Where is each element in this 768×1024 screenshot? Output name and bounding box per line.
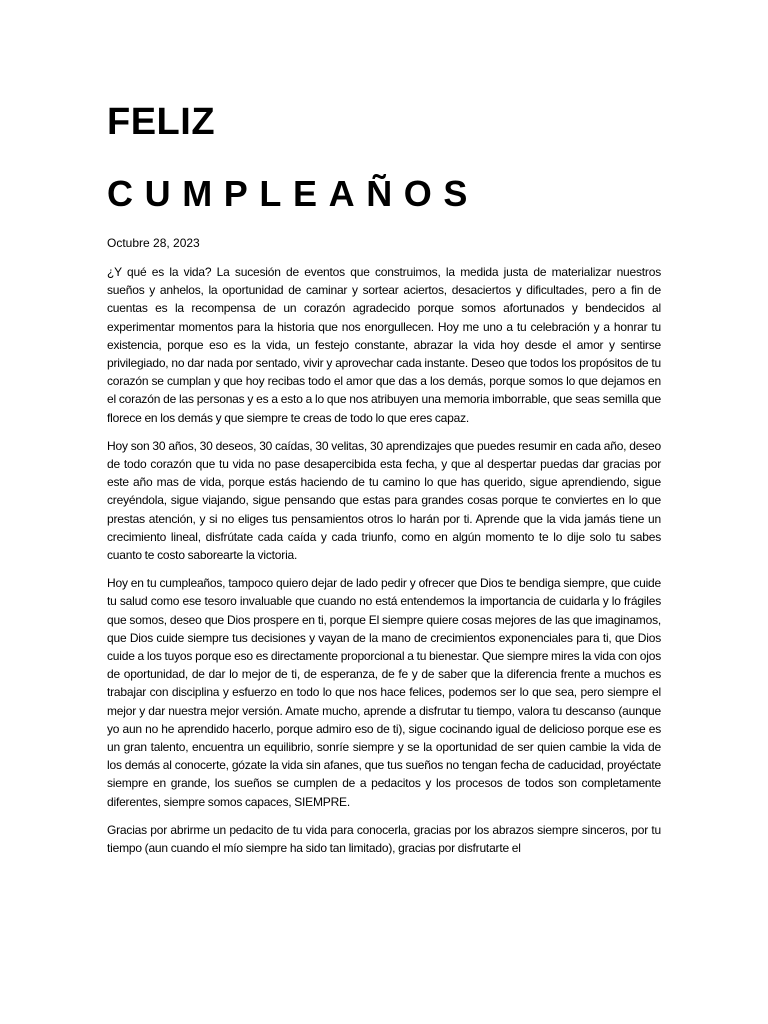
- title-feliz: FELIZ: [107, 101, 216, 143]
- letter-body: [107, 263, 661, 867]
- paragraph-2: Hoy son 30 años, 30 deseos, 30 caídas, 30 velitas, 30 aprendizajes que puedes resumir en cada año, deseo de todo corazón que tu vida no pase desapercibida esta fecha, y que al despertar puedas dar gracias por este año mas de vida, porque estás haciendo de tu camino lo que has querido, sigue aprendiendo, sigue creyéndola, sigue viajando, sigue pensando que estas para grandes cosas porque te conviertes en lo que prestas atención, y si no eliges tus pensamientos otros lo harán por ti. Aprende que la vida jamás tiene un crecimiento lineal, disfrútate cada caída y cada triunfo, como en algún momento te lo dije solo tu sabes cuanto te costo saborearte la victoria.: [107, 438, 661, 563]
- paragraph-1: ¿Y qué es la vida? La sucesión de eventos que construimos, la medida justa de materializar nuestros sueños y anhelos, la oportunidad de caminar y sortear aciertos, desaciertos y dificultades, pero a fin de cuentas es la recompensa de un corazón agradecido porque somos afortunados y bendecidos al experimentar momentos para la historia que nos enorgullecen. Hoy me uno a tu celebración y a honrar tu existencia, porque eso es la vida, un festejo constante, abrazar la vida hoy desde el amor y sentirse privilegiado, no dar nada por sentado, vivir y aprovechar cada instante. Deseo que todos los propósitos de tu corazón se cumplan y que hoy recibas todo el amor que das a los demás, porque somos lo que dejamos en el corazón de las personas y es a esto a lo que nos atribuyen una memoria imborrable, que seas semilla que florece en los demás y que siempre te creas de todo lo que eres capaz.: [107, 265, 661, 425]
- paragraph-3: Hoy en tu cumpleaños, tampoco quiero dejar de lado pedir y ofrecer que Dios te bendiga siempre, que cuide tu salud como ese tesoro invaluable que cuando no está entendemos la importancia de cuidarla y lo frágiles que somos, deseo que Dios prospere en ti, porque El siempre quiere cosas mejores de las que imaginamos, que Dios cuide siempre tus decisiones y vayan de la mano de crecimientos exponenciales para ti, que Dios cuide a los tuyos porque eso es directamente proporcional a tu bienestar. Que siempre mires la vida con ojos de oportunidad, de dar lo mejor de ti, de esperanza, de fe y de saber que la diferencia frente a muchos es trabajar con disciplina y esfuerzo en todo lo que nos hace felices, podemos ser lo que sea, pero siempre el mejor y dar nuestra mejor versión. Amate mucho, aprende a disfrutar tu tiempo, valora tu descanso (aunque yo aun no he aprendido hacerlo, porque admiro eso de ti), sigue cocinando igual de delicioso porque ese es un gran talento, encuentra un equilibrio, sonríe siempre y se la oportunidad de ser quien cambie la vida de los demás al conocerte, gózate la vida sin afanes, que tus sueños no tengan fecha de caducidad, proyéctate siempre en grande, los sueños se cumplen de a pedacitos y los procesos de todos son completamente diferentes, siempre somos capaces, SIEMPRE.: [107, 576, 661, 809]
- paragraph-4: Gracias por abrirme un pedacito de tu vida para conocerla, gracias por los abrazos siempre sinceros, por tu tiempo (aun cuando el mío siempre ha sido tan limitado), gracias por disfrutarte el: [107, 822, 661, 856]
- letter-date: Octubre 28, 2023: [107, 236, 200, 250]
- title-cumpleanos: CUMPLEAÑOS: [107, 173, 480, 214]
